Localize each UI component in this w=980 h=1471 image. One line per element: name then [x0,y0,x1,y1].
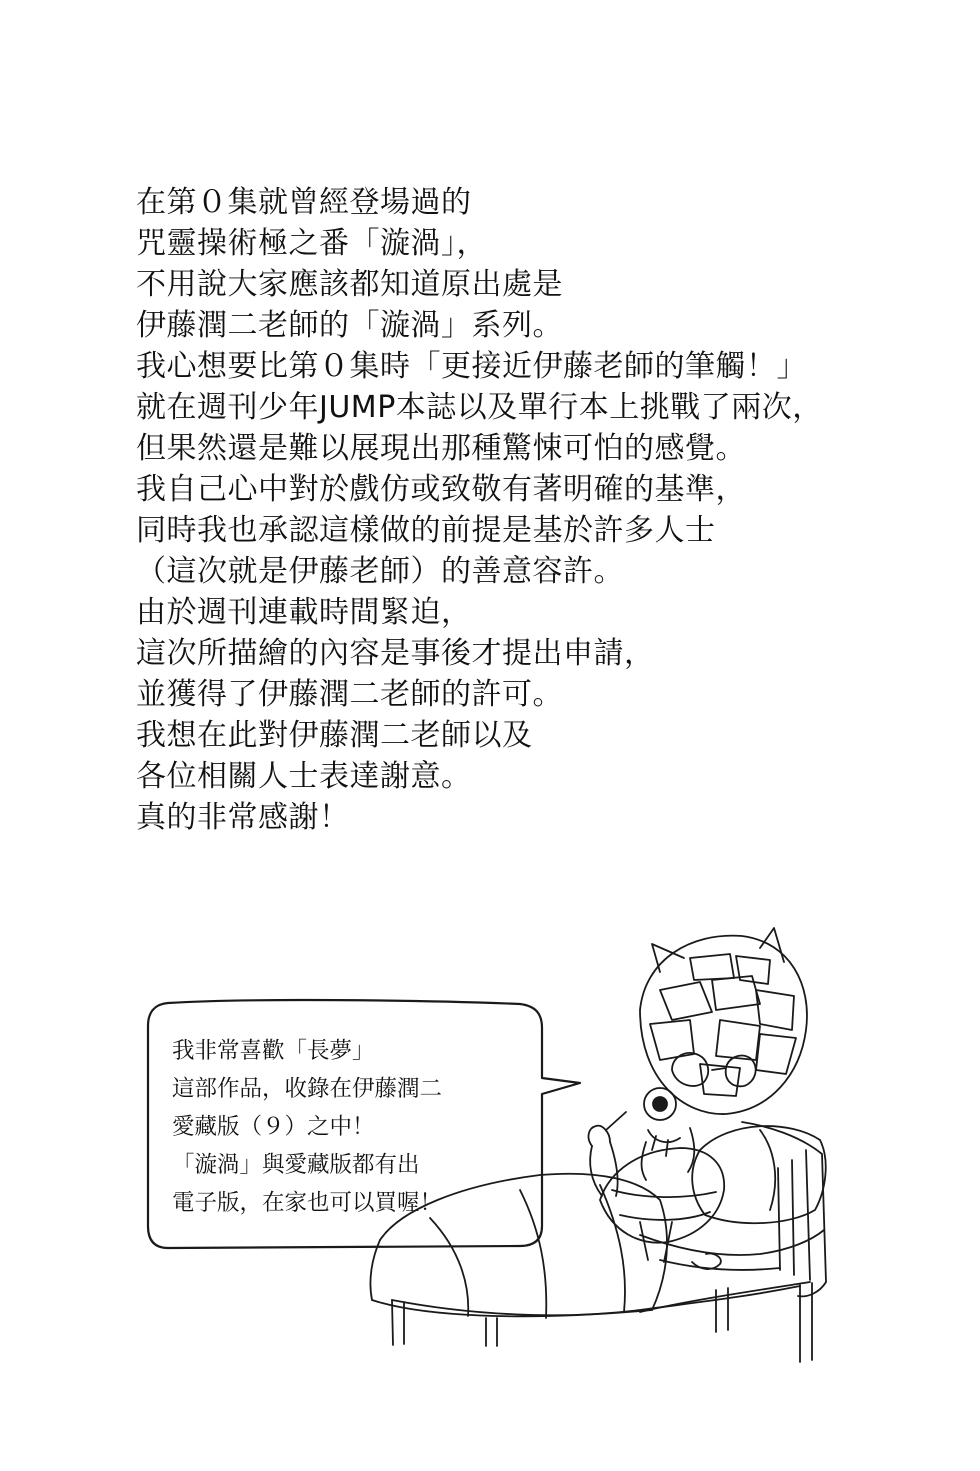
afterword-line: 但果然還是難以展現出那種驚悚可怕的感覺。 [136,431,746,466]
afterword-line: 真的非常感謝！ [136,800,350,835]
afterword-line: 咒靈操術極之番「漩渦」， [136,226,487,261]
afterword-line: 各位相關人士表達謝意。 [136,759,472,794]
afterword-line: 伊藤潤二老師的「漩渦」系列。 [136,308,563,343]
afterword-line: 我心想要比第０集時「更接近伊藤老師的筆觸！」 [136,349,807,384]
afterword-line: 在第０集就曾經登場過的 [136,185,472,220]
afterword-line: 這次所描繪的內容是事後才提出申請， [136,636,655,671]
afterword-line: 就在週刊少年JUMP本誌以及單行本上挑戰了兩次， [136,390,823,425]
afterword-line: 不用說大家應該都知道原出處是 [136,267,563,302]
bubble-line: 「漩渦」與愛藏版都有出 [172,1152,420,1178]
afterword-line: 同時我也承認這樣做的前提是基於許多人士 [136,513,716,548]
afterword-line: 我自己心中對於戲仿或致敬有著明確的基準， [136,472,746,507]
bubble-line: 這部作品，收錄在伊藤潤二 [172,1076,443,1102]
afterword-line: 我想在此對伊藤潤二老師以及 [136,718,533,753]
afterword-line: （這次就是伊藤老師）的善意容許。 [136,554,624,589]
afterword-line: 由於週刊連載時間緊迫， [136,595,472,630]
bubble-line: 電子版，在家也可以買喔！ [172,1190,443,1216]
bubble-line: 愛藏版（９）之中！ [172,1114,375,1140]
bubble-line: 我非常喜歡「長夢」 [172,1038,375,1064]
afterword-line: 並獲得了伊藤潤二老師的許可。 [136,677,563,712]
